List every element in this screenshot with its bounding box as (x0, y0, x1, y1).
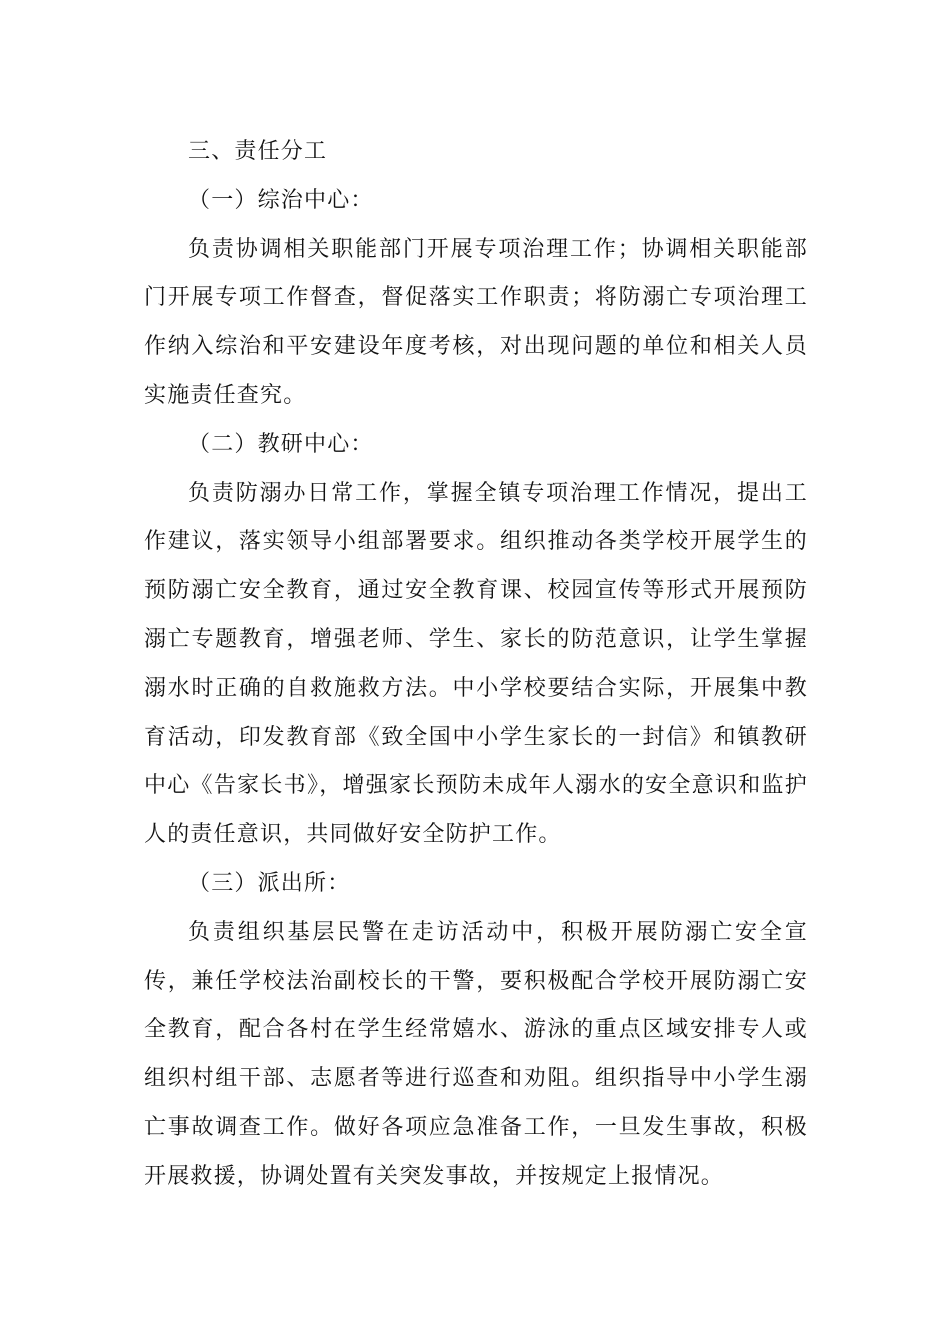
block-body-zongzhi: 负责协调相关职能部门开展专项治理工作；协调相关职能部门开展专项工作督查，督促落实工作职责；将防溺亡专项治理工作纳入综治和平安建设年度考核，对出现问题的单位和相关人员实施责任查究。 (144, 236, 808, 408)
block-body-paichusuo: 负责组织基层民警在走访活动中，积极开展防溺亡安全宣传，兼任学校法治副校长的干警，要积极配合学校开展防溺亡安全教育，配合各村在学生经常嬉水、游泳的重点区域安排专人或组织村组干部、志愿者等进行巡查和劝阻。组织指导中小学生溺亡事故调查工作。做好各项应急准备工作，一旦发生事故，积极开展救援，协调处置有关突发事故，并按规定上报情况。 (144, 919, 808, 1189)
block-title-jiaoyan: （二）教研中心： (188, 431, 374, 457)
block-title-paichusuo: （三）派出所： (188, 870, 351, 896)
section-heading: 三、责任分工 (188, 139, 328, 164)
block-title-zongzhi: （一）综治中心： (188, 187, 374, 213)
block-body-jiaoyan: 负责防溺办日常工作，掌握全镇专项治理工作情况，提出工作建议，落实领导小组部署要求。组织推动各类学校开展学生的预防溺亡安全教育，通过安全教育课、校园宣传等形式开展预防溺亡专题教育，增强老师、学生、家长的防范意识，让学生掌握溺水时正确的自救施救方法。中小学校要结合实际，开展集中教育活动，印发教育部《致全国中小学生家长的一封信》和镇教研中心《告家长书》，增强家长预防未成年人溺水的安全意识和监护人的责任意识，共同做好安全防护工作。 (144, 480, 808, 848)
document-body (144, 128, 808, 1202)
